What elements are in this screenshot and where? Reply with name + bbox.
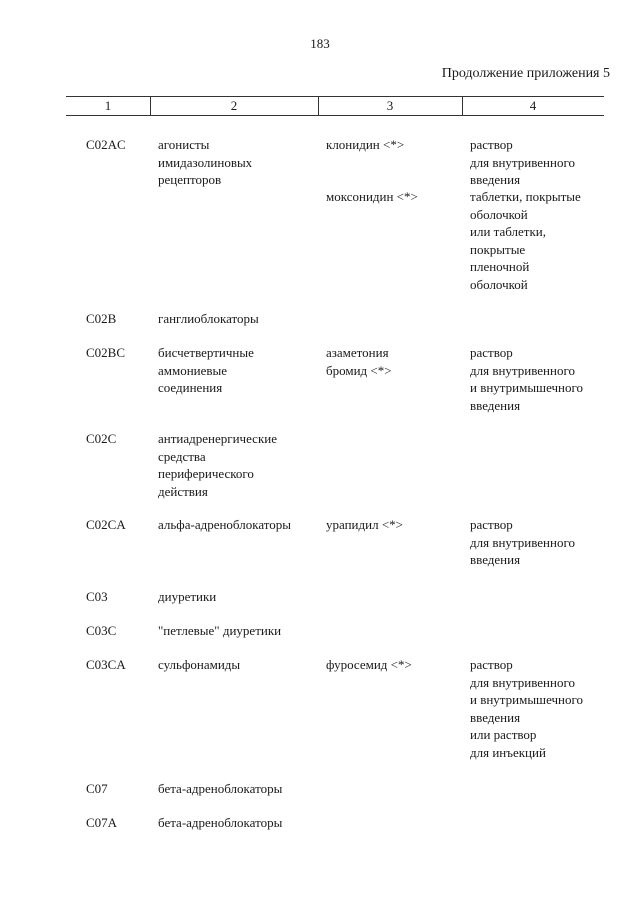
column-header-3: 3: [386, 98, 394, 113]
row-form: раствор для внутривенного и внутримышечного введения или раствор для инъекций: [470, 657, 584, 760]
continuation-title: Продолжение приложения 5: [441, 66, 610, 81]
row-code: C02B: [86, 311, 117, 326]
row-group: бета-адреноблокаторы: [158, 781, 283, 796]
row-drug: фуросемид <*>: [326, 657, 412, 672]
row-drug: урапидил <*>: [326, 517, 403, 532]
row-group: бисчетвертичные аммониевые соединения: [158, 345, 254, 395]
row-form: раствор для внутривенного введения: [470, 137, 575, 187]
row-code: C02CA: [86, 517, 126, 532]
row-form: раствор для внутривенного и внутримышечного введения: [470, 345, 584, 413]
row-group: ганглиоблокаторы: [158, 311, 259, 326]
row-code: C03C: [86, 623, 117, 638]
row-code: C02BC: [86, 345, 126, 360]
row-form: раствор для внутривенного введения: [470, 517, 575, 567]
row-code: C07: [86, 781, 108, 796]
column-header-4: 4: [529, 98, 537, 113]
row-code: C02C: [86, 431, 117, 446]
row-group: сульфонамиды: [158, 657, 241, 672]
row-drug: азаметония бромид <*>: [326, 345, 392, 378]
page-number: 183: [310, 36, 330, 51]
column-header-2: 2: [230, 98, 238, 113]
row-group: альфа-адреноблокаторы: [158, 517, 292, 532]
row-code: C03CA: [86, 657, 126, 672]
column-header-1: 1: [104, 98, 112, 113]
row-drug: клонидин <*>: [326, 137, 405, 152]
row-code: C02AC: [86, 137, 126, 152]
row-group: антиадренергические средства периферического действия: [158, 431, 277, 499]
row-group: бета-адреноблокаторы: [158, 815, 283, 830]
row-group: "петлевые" диуретики: [158, 623, 282, 638]
row-group: агонисты имидазолиновых рецепторов: [158, 137, 253, 187]
row-form: таблетки, покрытые оболочкой или таблетки, покрытые пленочной оболочкой: [470, 189, 581, 292]
table-header: [66, 96, 604, 116]
row-code: C03: [86, 589, 108, 604]
row-code: C07A: [86, 815, 118, 830]
row-group: диуретики: [158, 589, 217, 604]
row-drug: моксонидин <*>: [326, 189, 418, 204]
